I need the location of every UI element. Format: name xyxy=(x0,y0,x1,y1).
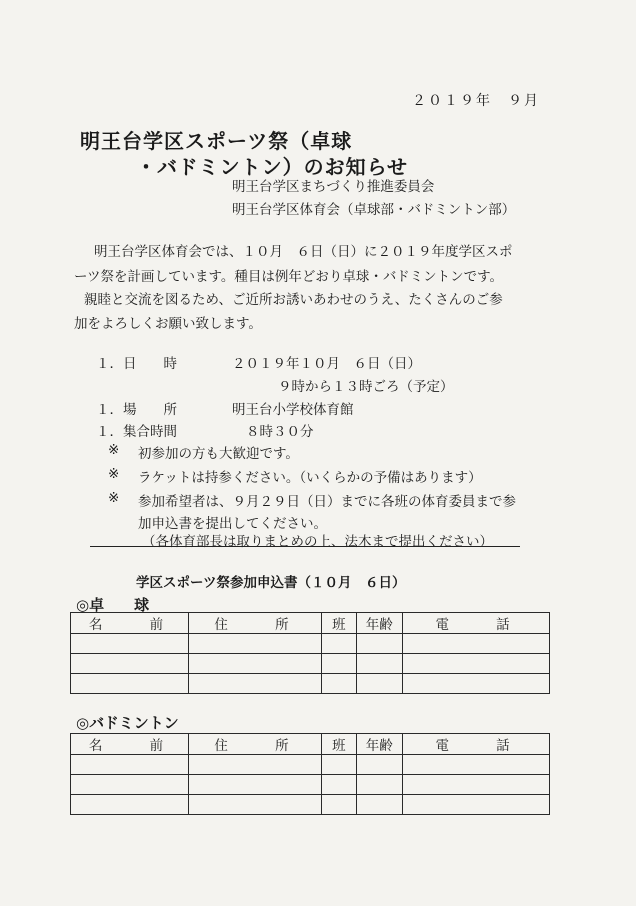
note-1: 初参加の方も大歓迎です。 xyxy=(138,446,299,462)
note-3b: 加申込書を提出してください。 xyxy=(138,516,327,532)
col-phone: 電 話 xyxy=(402,613,549,634)
title-line-1: 明王台学区スポーツ祭（卓球 xyxy=(80,129,353,153)
table-row[interactable] xyxy=(71,674,550,694)
body-line-2: ーツ祭を計画しています。種目は例年どおり卓球・バドミントンです。 xyxy=(74,269,504,285)
organizer-1: 明王台学区まちづくり推進委員会 xyxy=(232,179,435,195)
date-label: １．日 時 xyxy=(96,356,177,372)
table-tennis-form xyxy=(70,612,550,694)
date-value: ２０１９年１０月 ６日（日） xyxy=(232,356,421,372)
form-header-row xyxy=(71,613,550,634)
note-mark: ※ xyxy=(108,466,120,482)
issue-date: ２０１９年 ９月 xyxy=(412,93,540,109)
gather-value: ８時３０分 xyxy=(246,424,314,440)
col-group: 班 xyxy=(322,613,357,634)
table-row[interactable] xyxy=(71,654,550,674)
form-title: 学区スポーツ祭参加申込書（１０月 ６日） xyxy=(136,575,406,591)
title-line-2: ・バドミントン）のお知らせ xyxy=(136,155,408,179)
body-line-4: 加をよろしくお願い致します。 xyxy=(74,316,262,332)
note-2: ラケットは持参ください。（いくらかの予備はあります） xyxy=(138,470,482,486)
col-phone: 電 話 xyxy=(402,734,549,755)
table-row[interactable] xyxy=(71,755,550,775)
col-name: 名 前 xyxy=(71,734,189,755)
col-address: 住 所 xyxy=(188,734,321,755)
col-age: 年齢 xyxy=(356,734,402,755)
body-line-3: 親睦と交流を図るため、ご近所お誘いあわせのうえ、たくさんのご参 xyxy=(84,292,503,308)
gather-label: １．集合時間 xyxy=(96,424,177,440)
section-badminton: ◎バドミントン xyxy=(76,714,179,732)
place-label: １．場 所 xyxy=(96,402,177,418)
body-line-1: 明王台学区体育会では、１０月 ６日（日）に２０１９年度学区スポ xyxy=(94,244,513,260)
col-address: 住 所 xyxy=(188,613,321,634)
time-value: ９時から１３時ごろ（予定） xyxy=(278,379,454,395)
badminton-form xyxy=(70,733,550,815)
note-underline xyxy=(90,546,520,547)
note-4: （各体育部長は取りまとめの上、法木まで提出ください） xyxy=(142,534,493,550)
section-table-tennis: ◎卓 球 xyxy=(76,596,150,614)
place-value: 明王台小学校体育館 xyxy=(232,402,354,418)
note-mark: ※ xyxy=(108,490,120,506)
col-age: 年齢 xyxy=(356,613,402,634)
col-group: 班 xyxy=(322,734,357,755)
note-3a: 参加希望者は、９月２９日（日）までに各班の体育委員まで参 xyxy=(138,494,516,510)
col-name: 名 前 xyxy=(71,613,189,634)
form-header-row xyxy=(71,734,550,755)
table-row[interactable] xyxy=(71,775,550,795)
table-row[interactable] xyxy=(71,634,550,654)
note-mark: ※ xyxy=(108,442,120,458)
table-row[interactable] xyxy=(71,795,550,815)
organizer-2: 明王台学区体育会（卓球部・バドミントン部） xyxy=(232,202,516,218)
